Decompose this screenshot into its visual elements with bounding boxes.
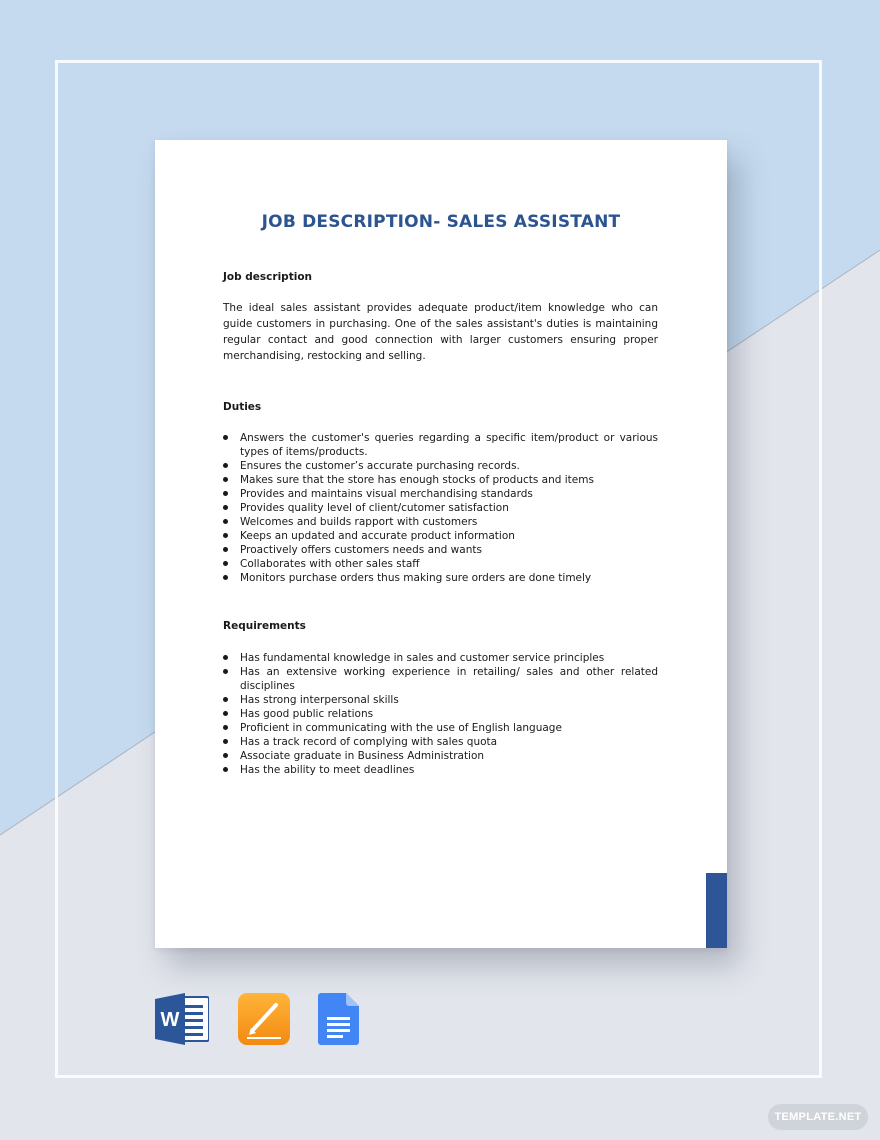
bullet-icon xyxy=(223,561,228,566)
list-item: Keeps an updated and accurate product information xyxy=(223,529,658,543)
bullet-icon xyxy=(223,491,228,496)
bullet-icon xyxy=(223,547,228,552)
job-description-section xyxy=(223,269,658,285)
bullet-icon xyxy=(223,655,228,660)
bullet-icon xyxy=(223,753,228,758)
bullet-icon xyxy=(223,477,228,482)
list-item: Makes sure that the store has enough stocks of products and items xyxy=(223,473,658,487)
list-item: Ensures the customer’s accurate purchasing records. xyxy=(223,459,658,473)
bullet-icon xyxy=(223,435,228,440)
document-page xyxy=(155,140,727,948)
bullet-icon xyxy=(223,505,228,510)
list-item: Has fundamental knowledge in sales and customer service principles xyxy=(223,651,658,665)
list-item: Proficient in communicating with the use of English language xyxy=(223,721,658,735)
duties-list-wrap xyxy=(223,431,658,585)
bullet-icon xyxy=(223,533,228,538)
list-item: Welcomes and builds rapport with customers xyxy=(223,515,658,529)
requirements-section xyxy=(223,618,658,634)
bullet-icon xyxy=(223,519,228,524)
duties-heading: Duties xyxy=(223,401,262,413)
list-item: Has good public relations xyxy=(223,707,658,721)
list-item: Monitors purchase orders thus making sure orders are done timely xyxy=(223,571,658,585)
page-accent-bar xyxy=(706,873,727,948)
pages-icon[interactable] xyxy=(238,993,290,1045)
document-title: JOB DESCRIPTION- SALES ASSISTANT xyxy=(261,212,621,232)
bullet-icon xyxy=(223,711,228,716)
list-item: Associate graduate in Business Administration xyxy=(223,749,658,763)
list-item: Answers the customer's queries regarding a specific item/product or various types of items/products. xyxy=(223,431,658,459)
job-description-paragraph: The ideal sales assistant provides adequate product/item knowledge who can guide customers in purchasing. One of the sales assistant's duties is maintaining regular contact and good connection with larger customers ensuring proper merchandising, restocking and selling. xyxy=(223,302,658,362)
requirements-heading: Requirements xyxy=(223,620,306,632)
requirements-list-wrap xyxy=(223,651,658,777)
bullet-icon xyxy=(223,725,228,730)
job-description-heading: Job description xyxy=(223,271,313,283)
list-item: Has the ability to meet deadlines xyxy=(223,763,658,777)
bullet-icon xyxy=(223,575,228,580)
template-net-badge[interactable]: TEMPLATE.NET xyxy=(768,1104,868,1130)
bullet-icon xyxy=(223,669,228,674)
bullet-icon xyxy=(223,767,228,772)
list-item: Proactively offers customers needs and wants xyxy=(223,543,658,557)
word-letter: W xyxy=(160,1009,180,1031)
duties-section xyxy=(223,399,658,415)
duties-list xyxy=(223,431,658,585)
list-item: Has an extensive working experience in retailing/ sales and other related disciplines xyxy=(223,665,658,693)
bullet-icon xyxy=(223,697,228,702)
list-item: Collaborates with other sales staff xyxy=(223,557,658,571)
job-description-body xyxy=(223,300,658,364)
google-docs-icon[interactable] xyxy=(318,993,360,1045)
word-icon[interactable] xyxy=(155,993,209,1045)
list-item: Has strong interpersonal skills xyxy=(223,693,658,707)
requirements-list xyxy=(223,651,658,777)
list-item: Has a track record of complying with sales quota xyxy=(223,735,658,749)
bullet-icon xyxy=(223,463,228,468)
list-item: Provides and maintains visual merchandising standards xyxy=(223,487,658,501)
bullet-icon xyxy=(223,739,228,744)
list-item: Provides quality level of client/cutomer satisfaction xyxy=(223,501,658,515)
